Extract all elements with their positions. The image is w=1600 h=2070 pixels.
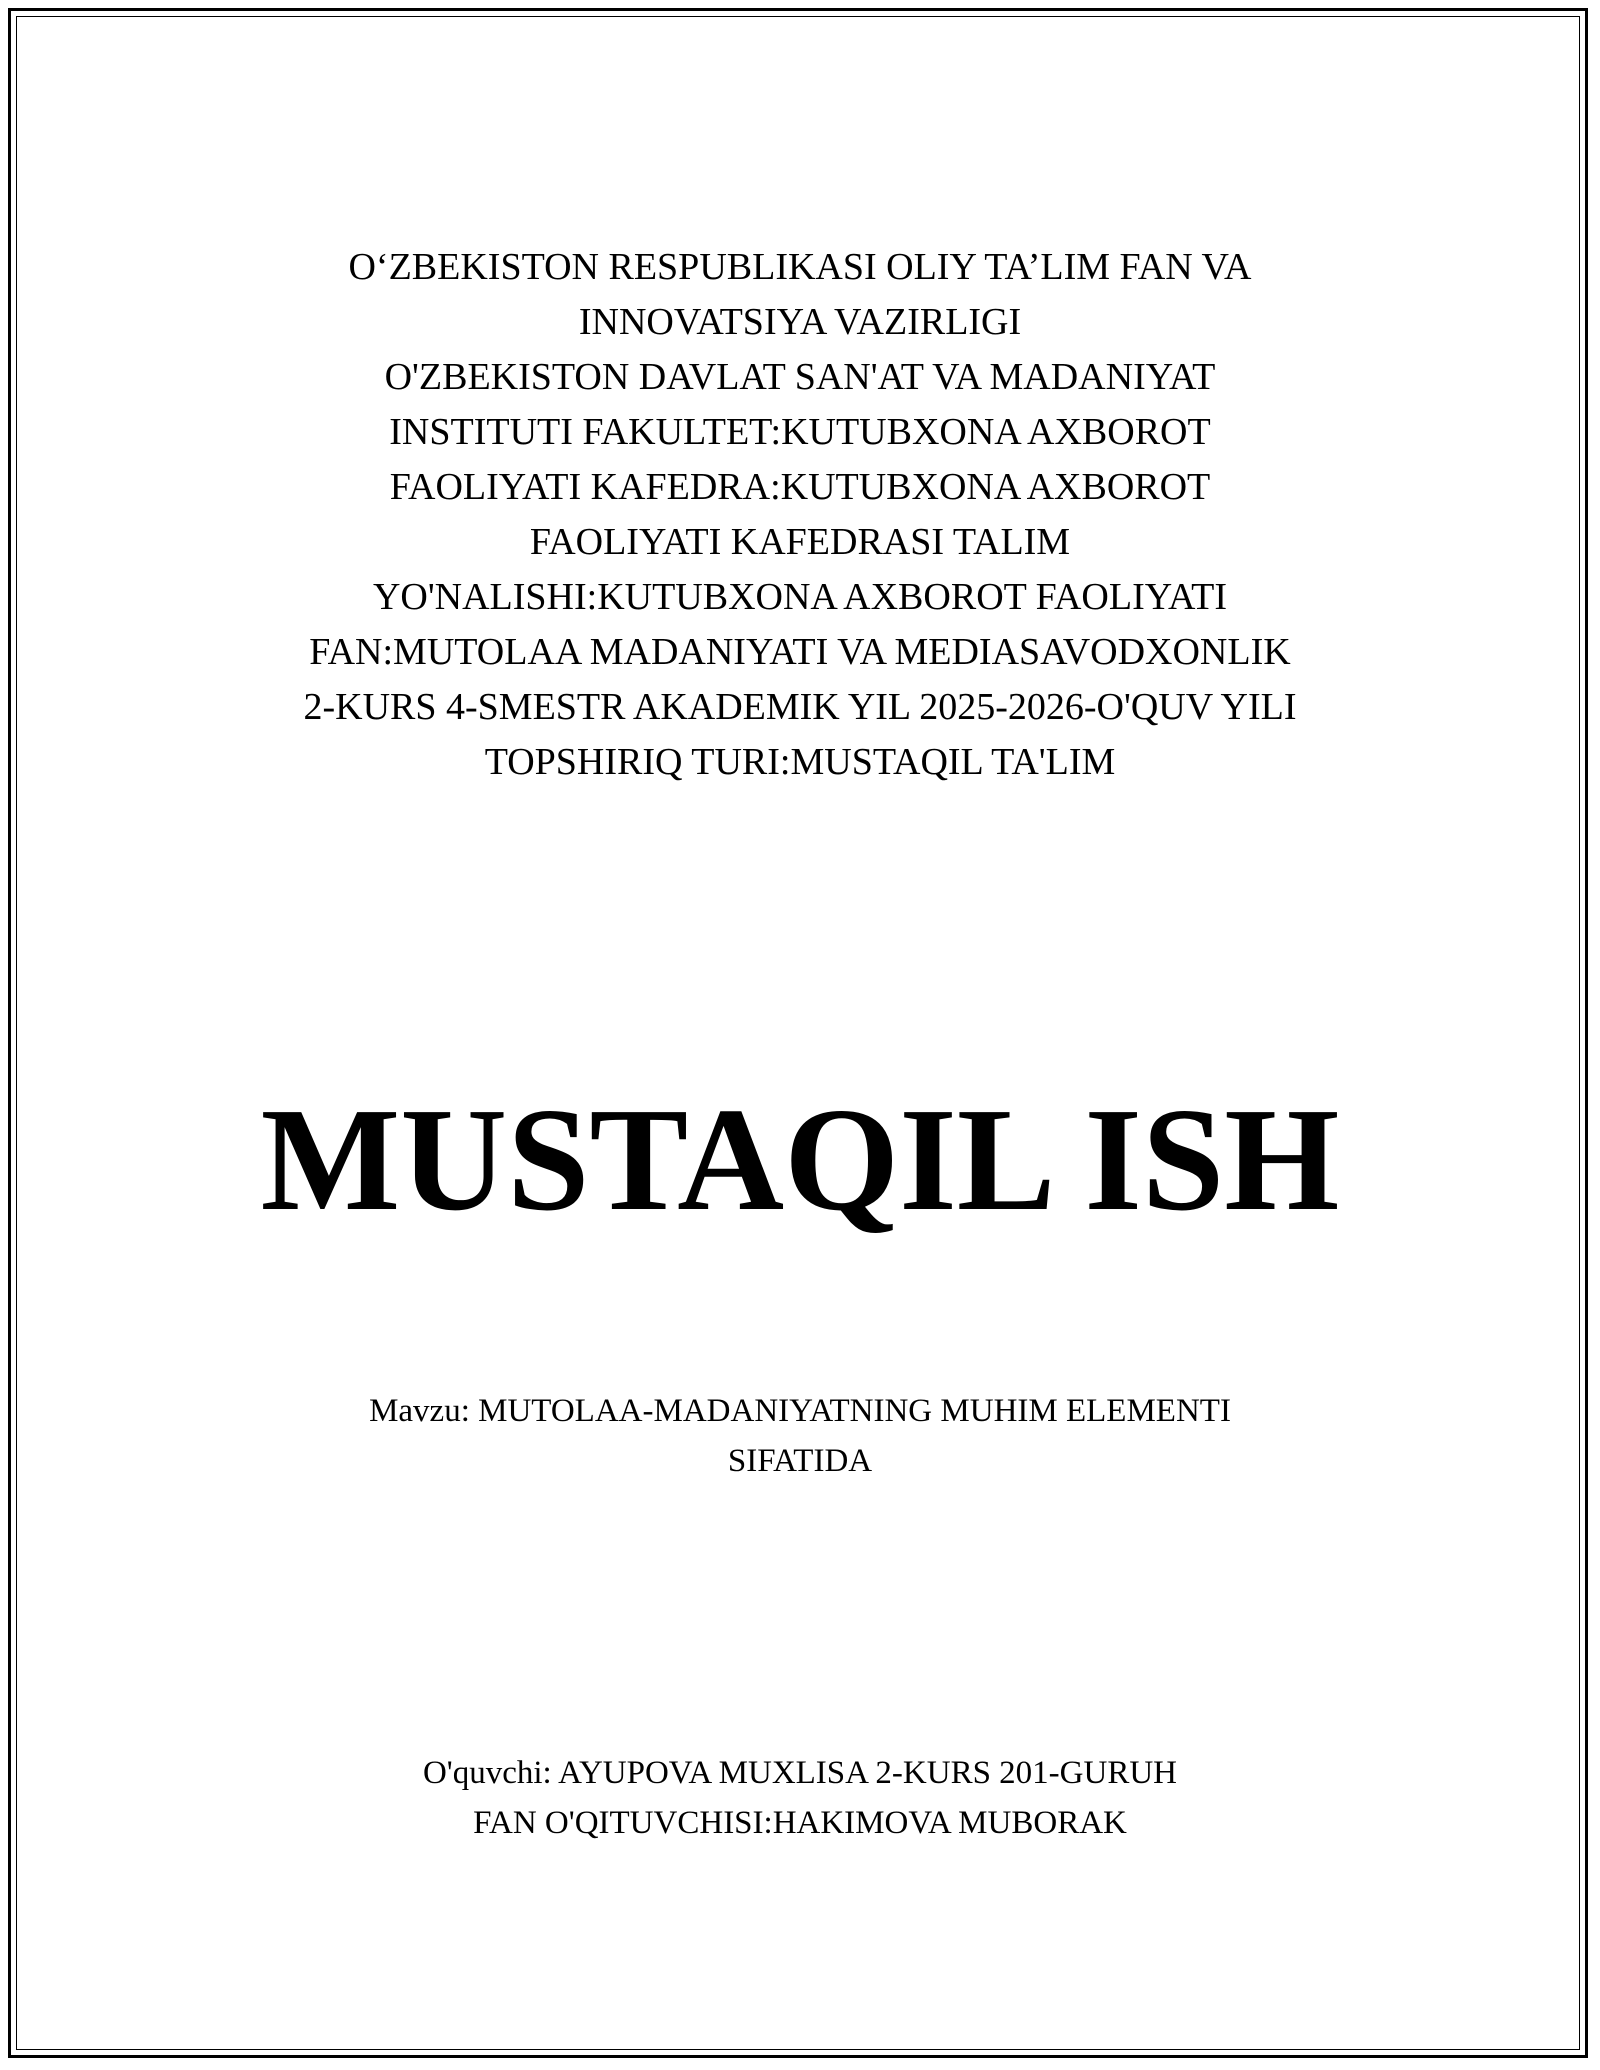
topic-line: Mavzu: MUTOLAA-MADANIYATNING MUHIM ELEMENTI xyxy=(369,1393,1231,1429)
header-line: TOPSHIRIQ TURI:MUSTAQIL TA'LIM xyxy=(484,741,1116,783)
topic-line: SIFATIDA xyxy=(727,1443,873,1479)
header-line: FAN:MUTOLAA MADANIYATI VA MEDIASAVODXONLIK xyxy=(309,631,1291,673)
topic-section xyxy=(200,1386,1400,1486)
author-section xyxy=(200,1748,1400,1848)
header-line: YO'NALISHI:KUTUBXONA AXBOROT FAOLIYATI xyxy=(372,576,1228,618)
header-line: INSTITUTI FAKULTET:KUTUBXONA AXBOROT xyxy=(389,411,1211,453)
header-line: O‘ZBEKISTON RESPUBLIKASI OLIY TA’LIM FAN VA xyxy=(348,246,1252,288)
institution-header xyxy=(200,240,1400,790)
header-line: INNOVATSIYA VAZIRLIGI xyxy=(578,301,1022,343)
header-line: O'ZBEKISTON DAVLAT SAN'AT VA MADANIYAT xyxy=(384,356,1216,398)
document-title: MUSTAQIL ISH xyxy=(260,1078,1340,1242)
header-line: 2-KURS 4-SMESTR AKADEMIK YIL 2025-2026-O'QUV YILI xyxy=(303,686,1297,728)
header-line: FAOLIYATI KAFEDRA:KUTUBXONA AXBOROT xyxy=(389,466,1211,508)
teacher-line: FAN O'QITUVCHISI:HAKIMOVA MUBORAK xyxy=(473,1805,1127,1841)
header-line: FAOLIYATI KAFEDRASI TALIM xyxy=(529,521,1071,563)
student-line: O'quvchi: AYUPOVA MUXLISA 2-KURS 201-GURUH xyxy=(422,1755,1178,1791)
